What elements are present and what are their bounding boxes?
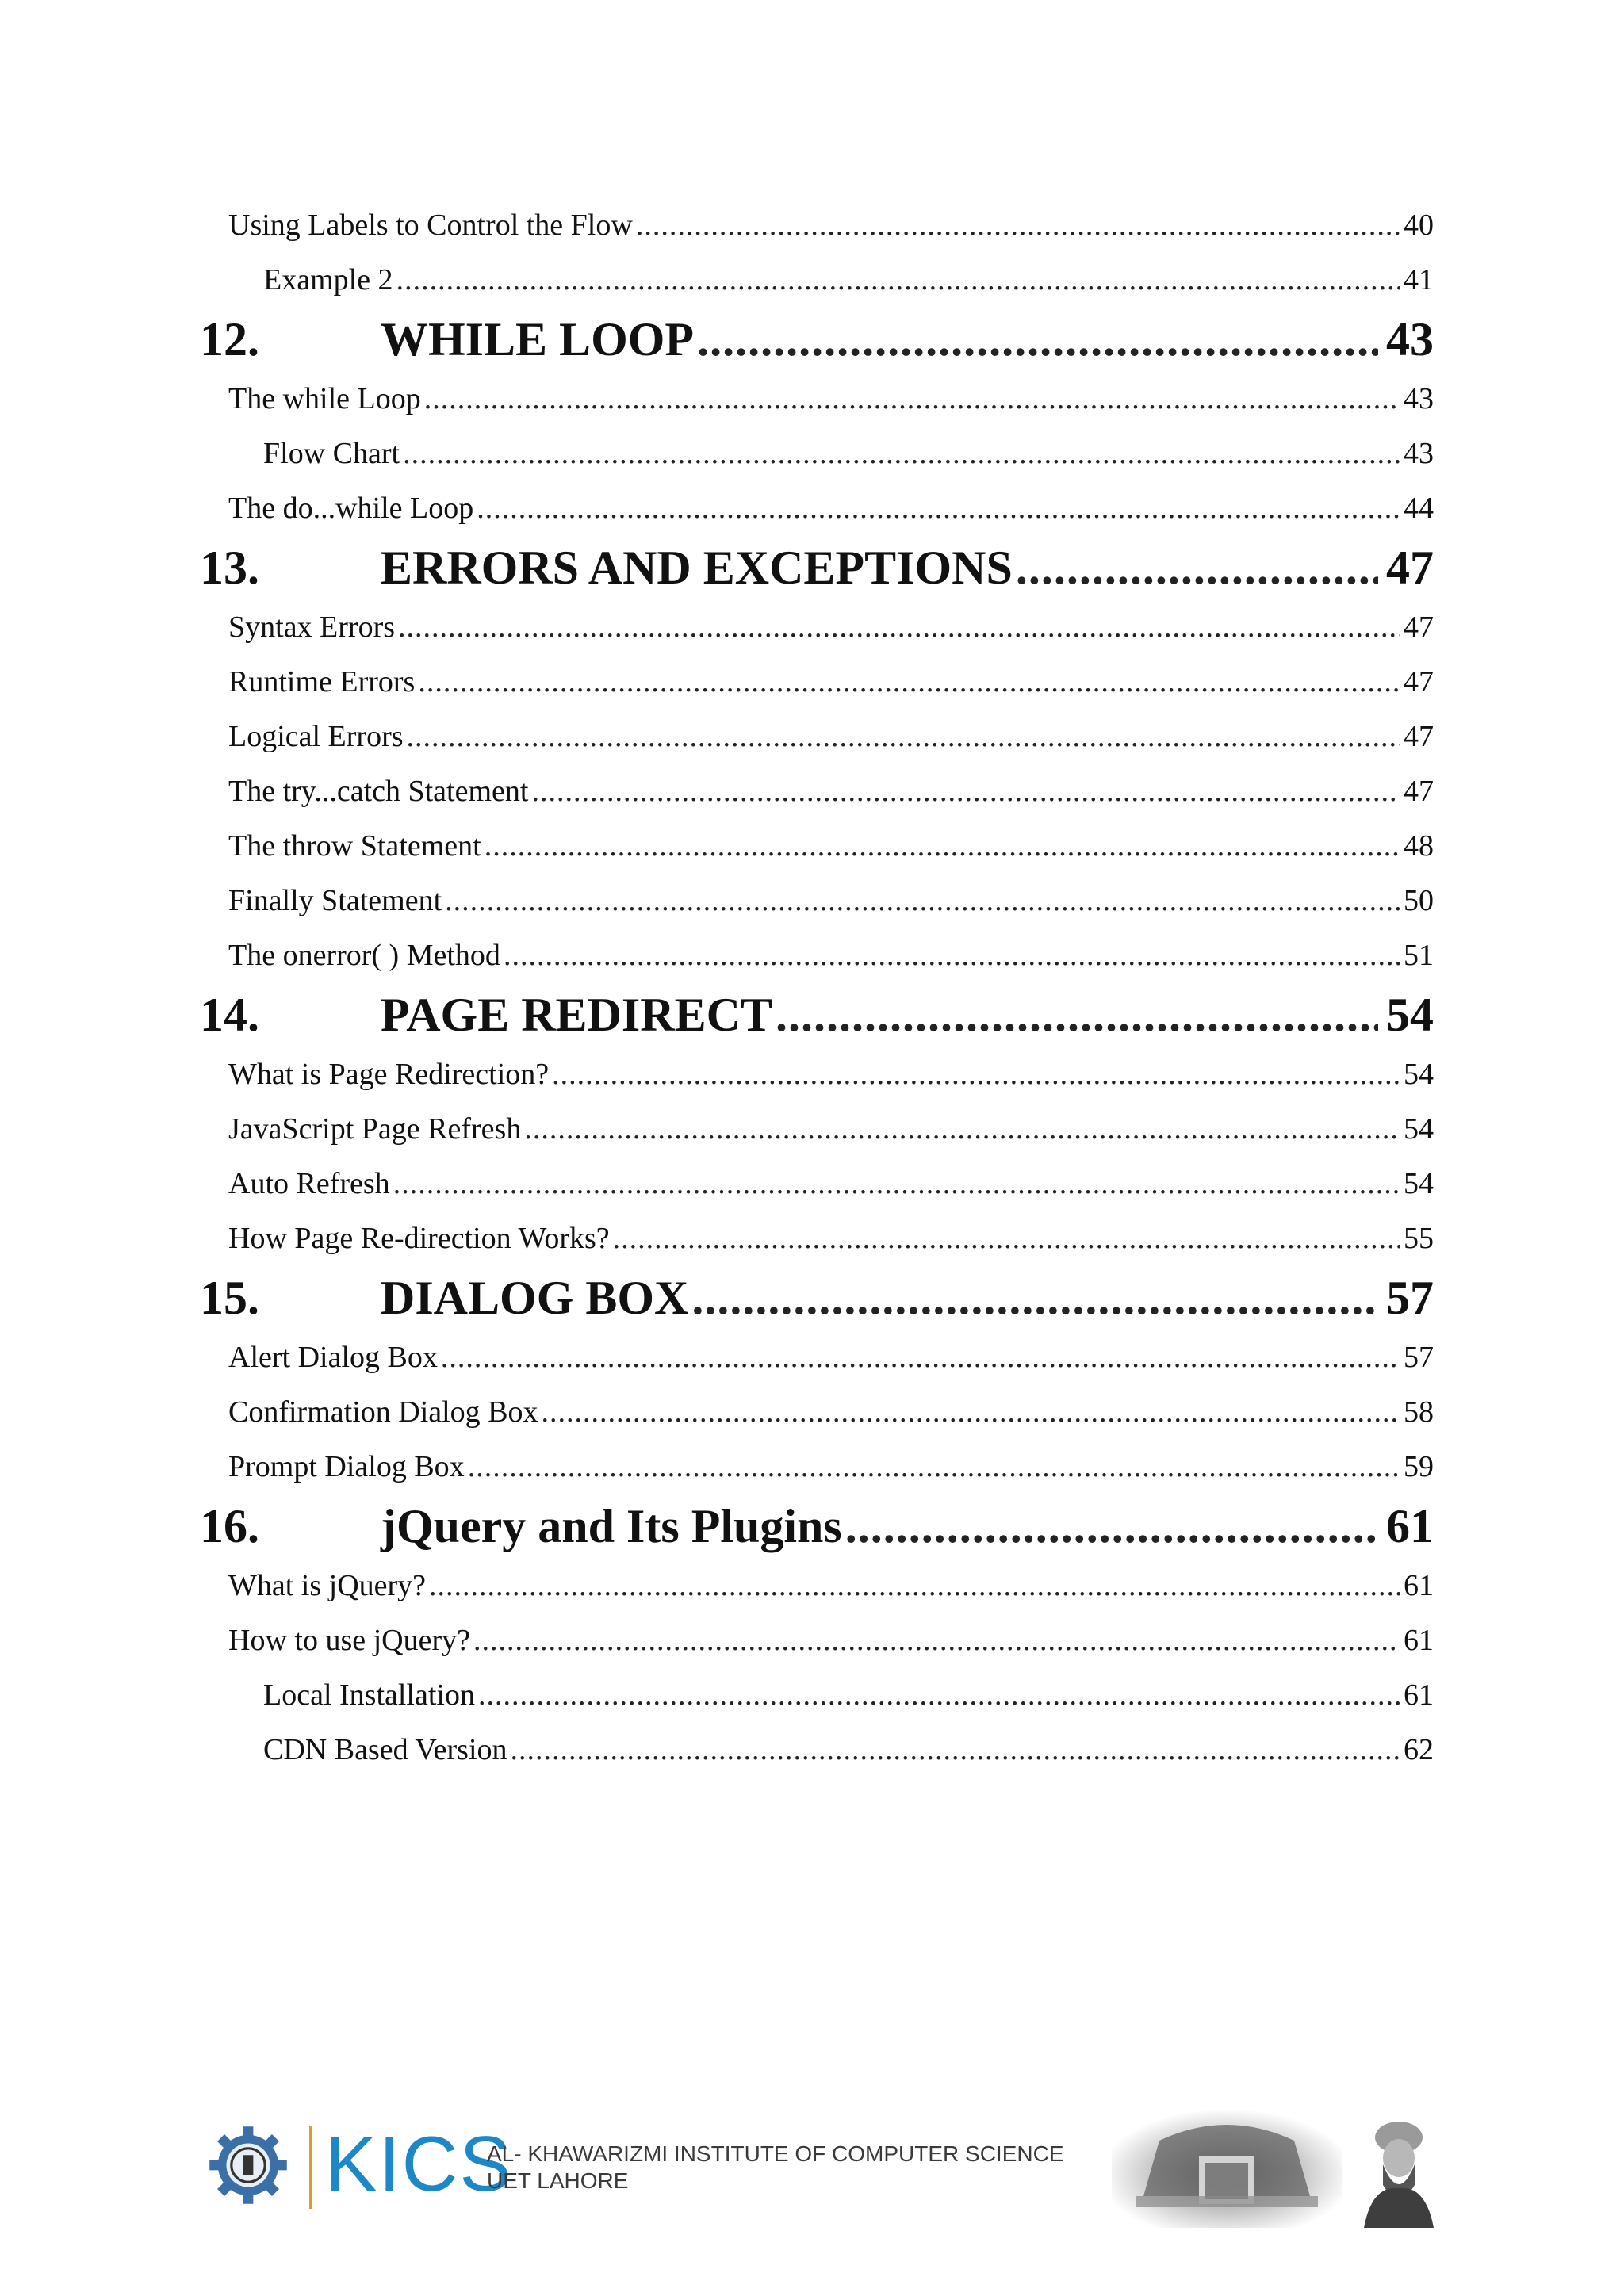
toc-entry-title: WHILE LOOP: [381, 313, 695, 365]
toc-page-number: 43: [1386, 313, 1434, 365]
toc-page-number: 54: [1386, 989, 1434, 1041]
chapter-number: 16.: [200, 1500, 259, 1552]
toc-entry: [200, 1102, 1434, 1157]
toc-entry: [200, 427, 1434, 481]
dot-leader: [396, 253, 1400, 308]
toc-entry-title: Prompt Dialog Box: [228, 1450, 465, 1483]
toc-entry-title: jQuery and Its Plugins: [381, 1500, 842, 1552]
gear-logo-icon: [206, 2123, 290, 2207]
toc-page-number: 40: [1404, 209, 1434, 242]
building-image: [1112, 2109, 1342, 2228]
toc-entry: [200, 1723, 1434, 1777]
dot-leader: [1016, 536, 1378, 600]
institute-line-1: AL- KHAWARIZMI INSTITUTE OF COMPUTER SCIENCE: [487, 2141, 1064, 2166]
toc-entry: [200, 600, 1434, 655]
toc-chapter-entry: [200, 308, 1434, 372]
dot-leader: [776, 983, 1378, 1047]
toc-entry-title: The onerror( ) Method: [228, 939, 500, 972]
toc-entry-title: How Page Re-direction Works?: [228, 1222, 610, 1255]
toc-page-number: 54: [1404, 1167, 1434, 1200]
dot-leader: [441, 1330, 1400, 1385]
toc-page-number: 43: [1404, 437, 1434, 470]
toc-entry: [200, 1385, 1434, 1440]
table-of-contents: [200, 198, 1434, 1777]
toc-entry-title: Confirmation Dialog Box: [228, 1395, 538, 1429]
toc-entry: [200, 764, 1434, 819]
dot-leader: [418, 655, 1400, 710]
toc-page-number: 59: [1404, 1450, 1434, 1483]
chapter-number: 15.: [200, 1272, 259, 1324]
chapter-number: 13.: [200, 541, 259, 594]
toc-page-number: 57: [1386, 1272, 1434, 1324]
toc-entry-title: ERRORS AND EXCEPTIONS: [381, 541, 1013, 594]
toc-chapter-entry: [200, 1494, 1434, 1559]
dot-leader: [429, 1559, 1400, 1613]
toc-page-number: 51: [1404, 939, 1434, 972]
footer-divider: [309, 2126, 312, 2209]
toc-entry: [200, 481, 1434, 536]
toc-entry-title: CDN Based Version: [263, 1733, 508, 1766]
chapter-number: 12.: [200, 313, 259, 365]
toc-entry-title: Finally Statement: [228, 884, 442, 917]
page-footer: [200, 2109, 1437, 2228]
toc-entry: [200, 1613, 1434, 1668]
dot-leader: [478, 1668, 1400, 1723]
dot-leader: [403, 427, 1400, 481]
toc-entry: [200, 655, 1434, 710]
toc-entry-title: Alert Dialog Box: [228, 1341, 438, 1374]
toc-entry-title: Using Labels to Control the Flow: [228, 209, 633, 242]
dot-leader: [424, 372, 1400, 427]
toc-entry: [200, 874, 1434, 928]
toc-page-number: 43: [1404, 382, 1434, 415]
toc-entry-title: PAGE REDIRECT: [381, 989, 772, 1041]
toc-entry-title: The throw Statement: [228, 829, 481, 863]
toc-entry: [200, 253, 1434, 308]
toc-page-number: 44: [1404, 492, 1434, 525]
institute-name: [487, 2141, 1064, 2195]
toc-entry-title: The try...catch Statement: [228, 775, 529, 808]
toc-chapter-entry: [200, 983, 1434, 1047]
toc-entry: [200, 1668, 1434, 1723]
toc-page-number: 61: [1404, 1569, 1434, 1602]
kics-logo-text: KICS: [325, 2120, 513, 2207]
toc-entry-title: Flow Chart: [263, 437, 400, 470]
dot-leader: [531, 764, 1400, 819]
toc-entry: [200, 710, 1434, 764]
toc-page-number: 61: [1386, 1500, 1434, 1552]
toc-page-number: 47: [1404, 720, 1434, 753]
dot-leader: [524, 1102, 1400, 1157]
institute-line-2: UET LAHORE: [487, 2168, 629, 2193]
dot-leader: [845, 1494, 1378, 1559]
toc-entry: [200, 372, 1434, 427]
toc-entry: [200, 198, 1434, 253]
dot-leader: [477, 481, 1400, 536]
toc-page-number: 47: [1404, 775, 1434, 808]
dot-leader: [445, 874, 1400, 928]
toc-entry-title: What is jQuery?: [228, 1569, 427, 1602]
toc-entry-title: JavaScript Page Refresh: [228, 1112, 522, 1146]
toc-entry: [200, 928, 1434, 983]
dot-leader: [636, 198, 1400, 253]
toc-entry-title: Runtime Errors: [228, 665, 416, 698]
toc-page-number: 47: [1404, 665, 1434, 698]
toc-entry-title: Syntax Errors: [228, 610, 396, 644]
dot-leader: [552, 1047, 1400, 1102]
dot-leader: [504, 928, 1400, 983]
toc-page-number: 62: [1404, 1733, 1434, 1766]
toc-entry-title: What is Page Redirection?: [228, 1058, 550, 1091]
toc-entry: [200, 1211, 1434, 1266]
dot-leader: [468, 1440, 1400, 1494]
toc-entry: [200, 1157, 1434, 1211]
toc-entry: [200, 1440, 1434, 1494]
chapter-number: 14.: [200, 989, 259, 1041]
toc-entry-title: How to use jQuery?: [228, 1624, 470, 1657]
toc-page-number: 48: [1404, 829, 1434, 863]
dot-leader: [542, 1385, 1400, 1440]
toc-page-number: 61: [1404, 1678, 1434, 1712]
dot-leader: [697, 308, 1378, 372]
toc-page-number: 55: [1404, 1222, 1434, 1255]
toc-entry-title: Example 2: [263, 263, 393, 297]
toc-chapter-entry: [200, 536, 1434, 600]
toc-entry: [200, 1559, 1434, 1613]
toc-entry-title: The while Loop: [228, 382, 421, 415]
toc-entry-title: DIALOG BOX: [381, 1272, 689, 1324]
toc-page-number: 54: [1404, 1058, 1434, 1091]
dot-leader: [473, 1613, 1400, 1668]
toc-page-number: 47: [1404, 610, 1434, 644]
toc-entry-title: Local Installation: [263, 1678, 475, 1712]
dot-leader: [511, 1723, 1400, 1777]
toc-entry: [200, 1330, 1434, 1385]
portrait-image: [1356, 2109, 1442, 2228]
toc-entry: [200, 1047, 1434, 1102]
dot-leader: [393, 1157, 1400, 1211]
dot-leader: [485, 819, 1400, 874]
toc-page-number: 41: [1404, 263, 1434, 297]
toc-chapter-entry: [200, 1266, 1434, 1330]
toc-page-number: 57: [1404, 1341, 1434, 1374]
toc-entry-title: The do...while Loop: [228, 492, 474, 525]
dot-leader: [691, 1266, 1378, 1330]
toc-entry-title: Logical Errors: [228, 720, 404, 753]
dot-leader: [407, 710, 1400, 764]
toc-page-number: 54: [1404, 1112, 1434, 1146]
toc-entry-title: Auto Refresh: [228, 1167, 390, 1200]
toc-page-number: 61: [1404, 1624, 1434, 1657]
dot-leader: [613, 1211, 1400, 1266]
dot-leader: [398, 600, 1400, 655]
toc-entry: [200, 819, 1434, 874]
toc-page-number: 47: [1386, 541, 1434, 594]
toc-page-number: 50: [1404, 884, 1434, 917]
toc-page-number: 58: [1404, 1395, 1434, 1429]
